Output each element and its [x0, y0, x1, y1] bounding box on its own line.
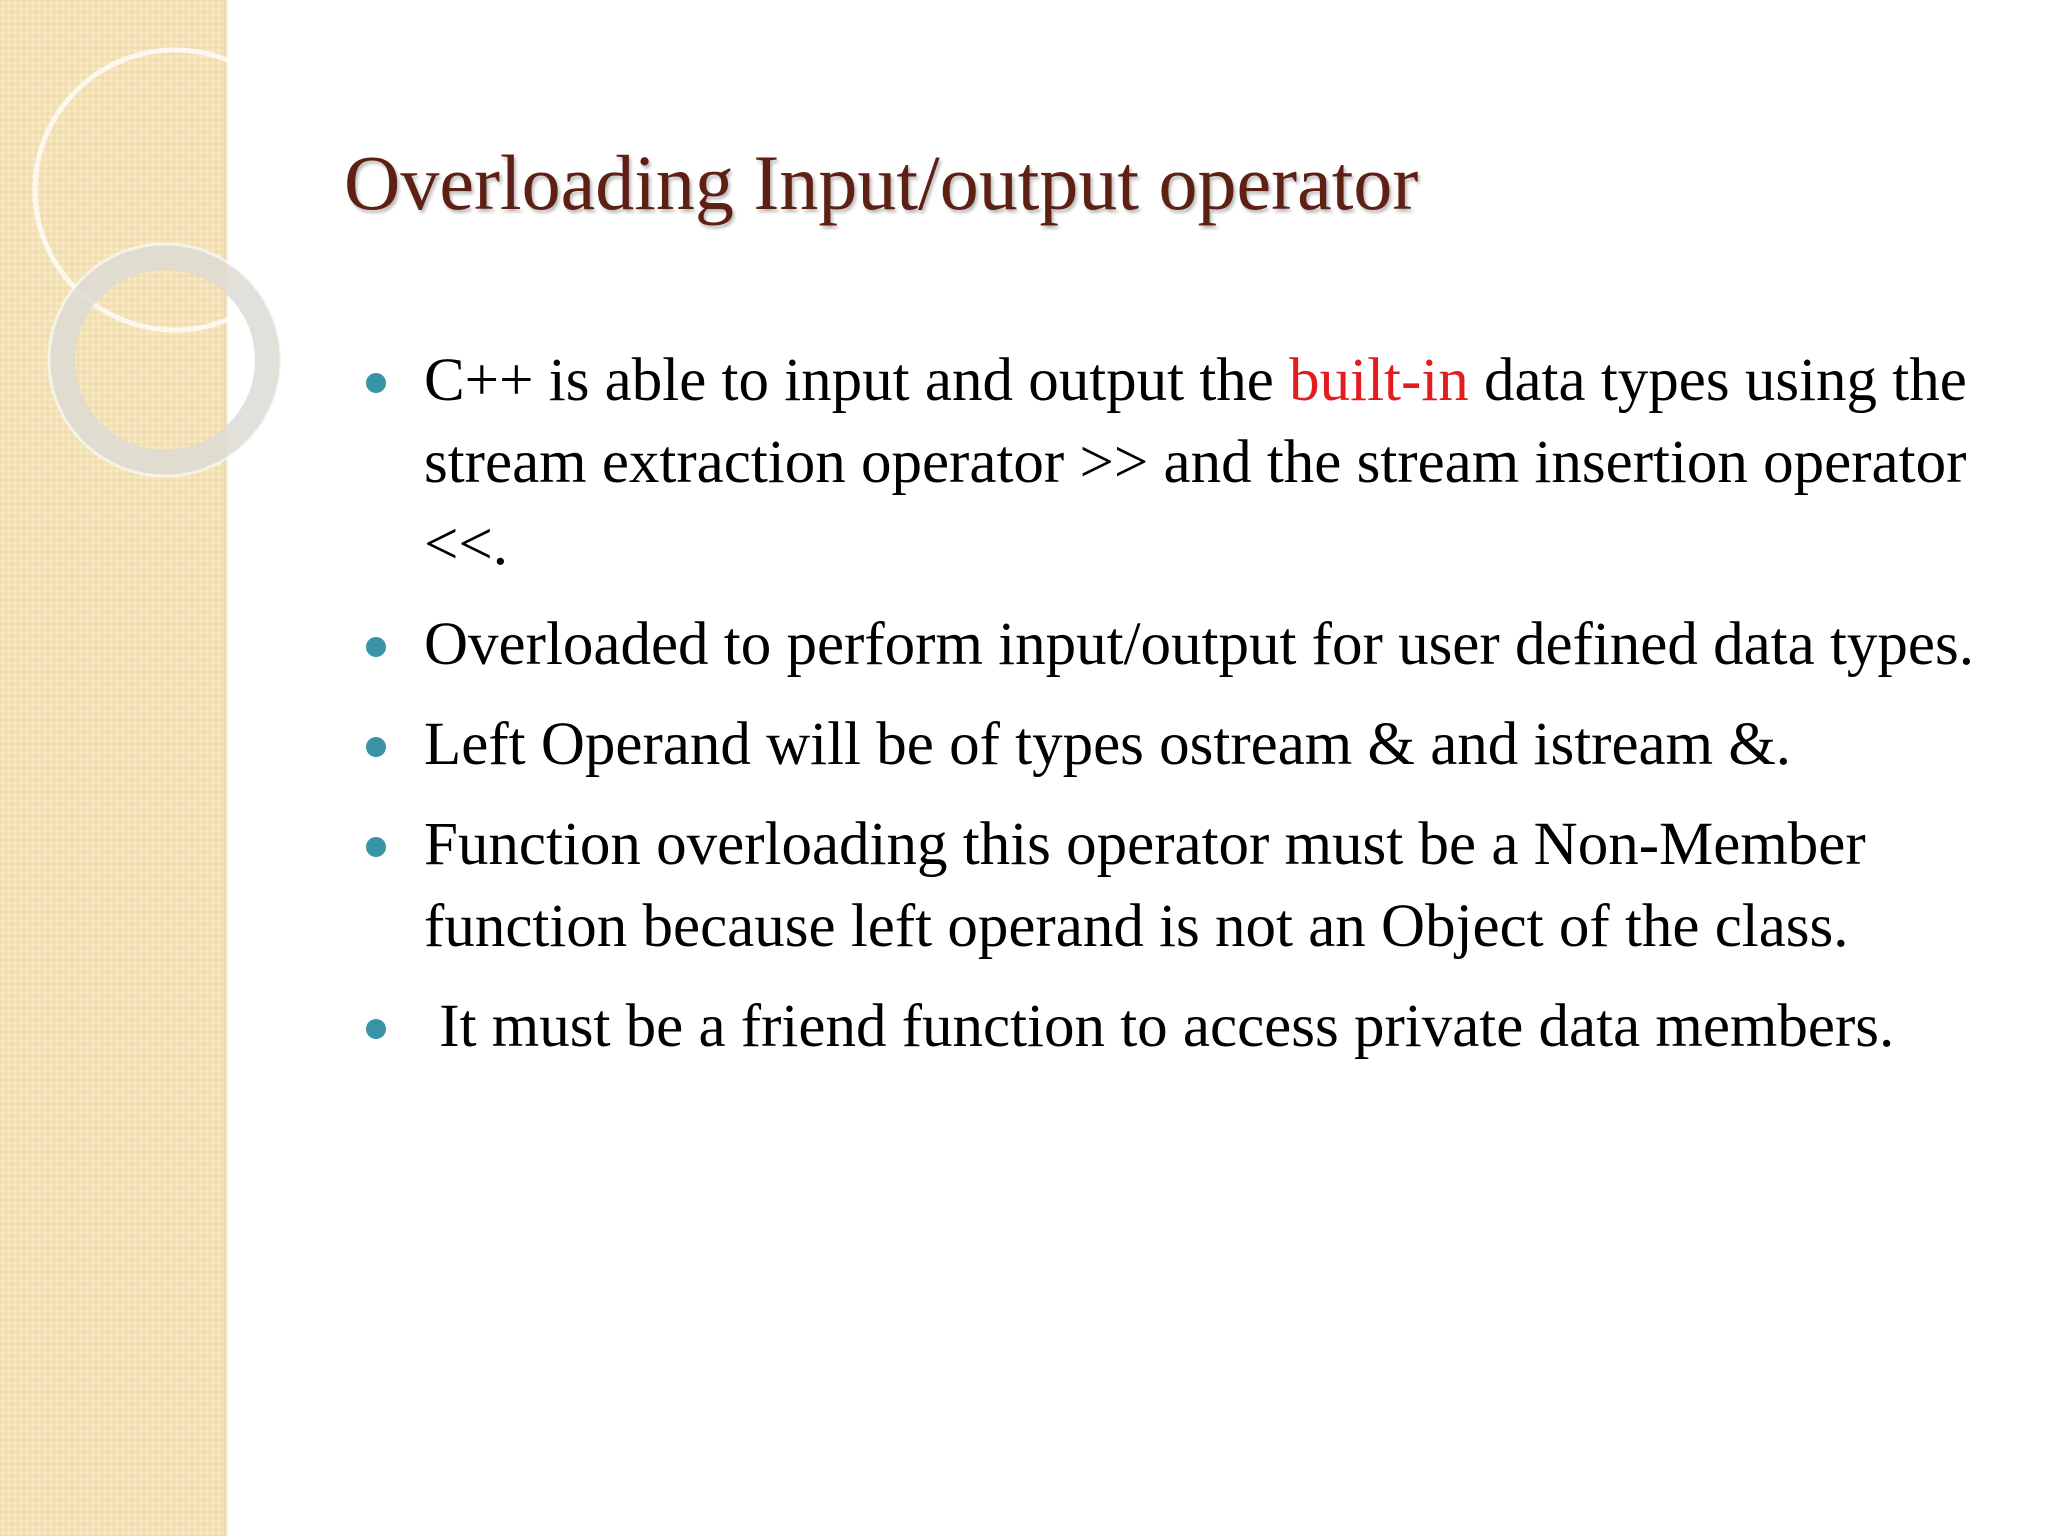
small-ring-decoration — [62, 257, 268, 463]
bullet-text: Left Operand will be of types ostream & and istream &. — [424, 711, 1792, 778]
bullet-text — [424, 347, 1982, 578]
decorative-rings — [0, 0, 300, 520]
bullet-dot-icon — [366, 637, 386, 657]
bullet-item — [360, 340, 2010, 586]
bullet-dot-icon — [366, 837, 386, 857]
bullet-dot-icon — [366, 373, 386, 393]
bullet-dot-icon — [366, 1019, 386, 1039]
highlighted-term: built-in — [1289, 347, 1469, 414]
bullet-item — [360, 604, 2010, 686]
bullet-text: Function overloading this operator must be a Non-Member function because left operand is not an Object of the class. — [424, 811, 1881, 960]
bullet-dot-icon — [366, 737, 386, 757]
bullet-list — [360, 340, 2010, 1086]
bullet-text: It must be a friend function to access private data members. — [424, 993, 1895, 1060]
bullet-text-before: C++ is able to input and output the — [424, 347, 1290, 414]
bullet-text: Overloaded to perform input/output for user defined data types. — [424, 611, 1974, 678]
slide-title: Overloading Input/output operator — [344, 139, 1419, 226]
bullet-text-after: data types using the stream extraction operator >> and the stream insertion operator <<. — [424, 347, 1983, 578]
bullet-item — [360, 804, 2010, 968]
bullet-item — [360, 704, 2010, 786]
bullet-item — [360, 986, 2010, 1068]
